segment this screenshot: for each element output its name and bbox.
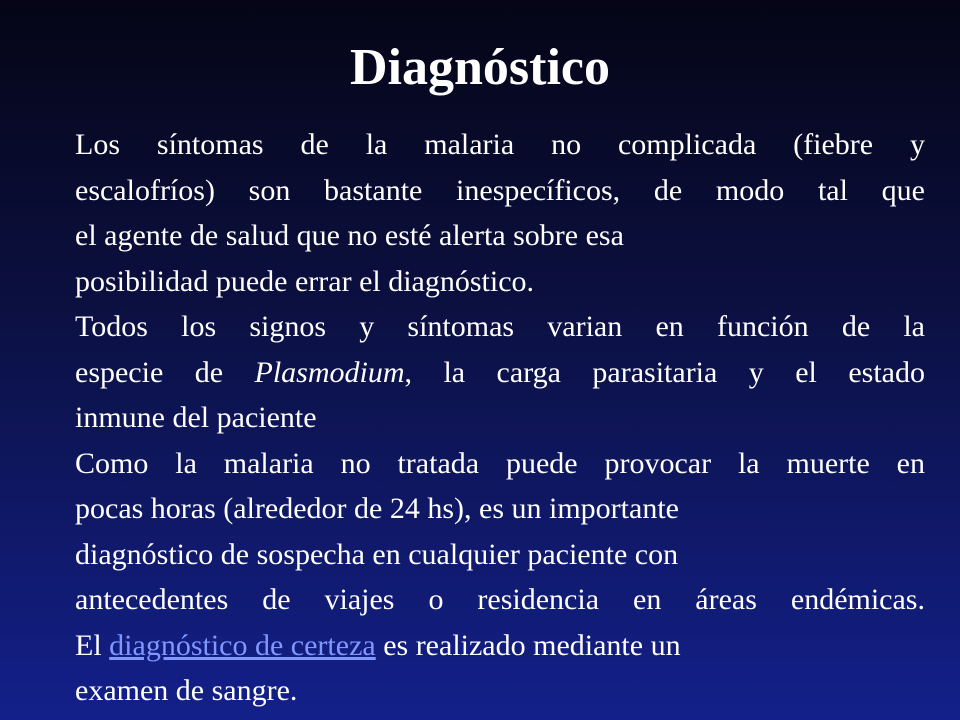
paragraph-signs	[75, 304, 925, 441]
text-line: Los síntomas de la malaria no complicada (fiebre y	[75, 128, 925, 161]
paragraph-symptoms	[75, 122, 925, 304]
text-fragment: especie de	[75, 355, 255, 389]
text-line: antecedentes de viajes o residencia en áreas endémicas.	[75, 583, 925, 616]
text-line: escalofríos) son bastante inespecíficos, de modo tal que	[75, 173, 925, 207]
text-line: Como la malaria no tratada puede provocar la muerte en	[75, 446, 925, 480]
text-line: pocas horas (alrededor de 24 hs), es un importante	[75, 492, 679, 525]
text-fragment: es realizado mediante un	[375, 628, 681, 662]
text-line: diagnóstico de sospecha en cualquier paciente con	[75, 537, 679, 571]
slide-title: Diagnóstico	[350, 39, 610, 96]
diagnosis-link[interactable]: diagnóstico de certeza	[109, 628, 376, 662]
text-line: Todos los signos y síntomas varian en función de la	[75, 310, 925, 343]
paragraph-certainty	[75, 623, 925, 714]
text-line: inmune del paciente	[75, 401, 317, 434]
species-name: Plasmodium	[254, 355, 405, 389]
text-line: el agente de salud que no esté alerta sobre esa	[75, 219, 624, 252]
text-fragment: El	[75, 628, 110, 662]
text-line	[75, 350, 925, 396]
text-line	[75, 623, 925, 669]
text-line: posibilidad puede errar el diagnóstico.	[75, 264, 535, 298]
text-fragment: , la carga parasitaria y el estado	[404, 355, 925, 389]
paragraph-untreated	[75, 441, 925, 623]
text-line: examen de sangre.	[75, 674, 298, 707]
slide-body	[75, 122, 925, 714]
